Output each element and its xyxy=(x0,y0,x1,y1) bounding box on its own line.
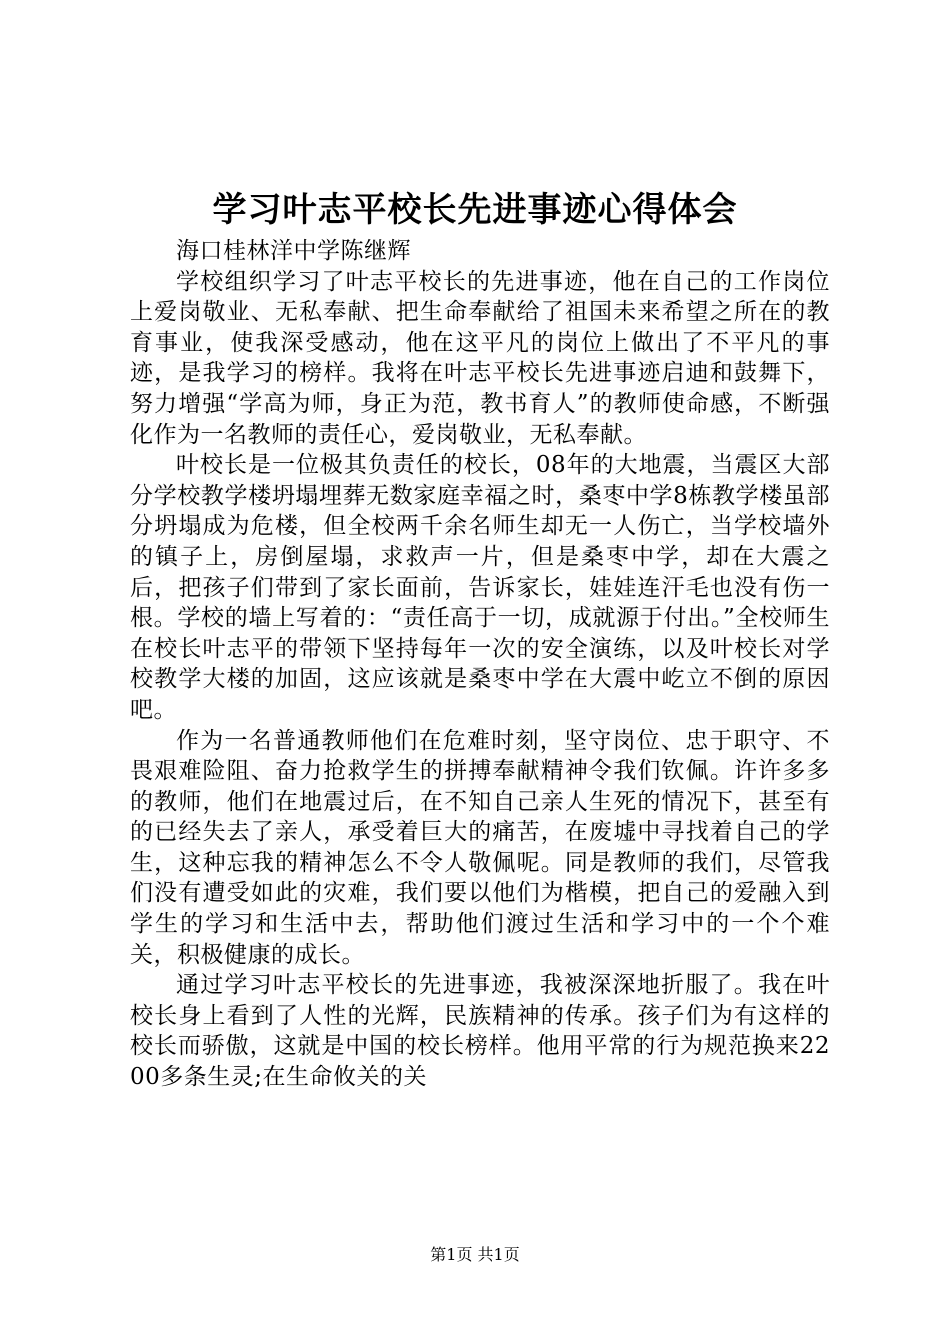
paragraph-2: 叶校长是一位极其负责任的校长，08年的大地震，当震区大部分学校教学楼坍塌埋葬无数家庭幸福之时，桑枣中学8栋教学楼虽部分坍塌成为危楼，但全校两千余名师生却无一人伤亡，当学校墙外的镇子上，房倒屋塌，求救声一片，但是桑枣中学，却在大震之后，把孩子们带到了家长面前，告诉家长，娃娃连汗毛也没有伤一根。学校的墙上写着的：“责任高于一切，成就源于付出。”全校师生在校长叶志平的带领下坚持每年一次的安全演练，以及叶校长对学校教学大楼的加固，这应该就是桑枣中学在大震中屹立不倒的原因吧。 xyxy=(130,452,830,723)
paragraph-4: 通过学习叶志平校长的先进事迹，我被深深地折服了。我在叶校长身上看到了人性的光辉，民族精神的传承。孩子们为有这样的校长而骄傲，这就是中国的校长榜样。他用平常的行为规范换来2200多条生灵;在生命攸关的关 xyxy=(130,972,830,1091)
author-line: 海口桂林洋中学陈继辉 xyxy=(176,238,411,264)
page-footer: 第1页 共1页 xyxy=(430,1245,520,1264)
paragraph-1: 学校组织学习了叶志平校长的先进事迹，他在自己的工作岗位上爱岗敬业、无私奉献、把生命奉献给了祖国未来希望之所在的教育事业，使我深受感动，他在这平凡的岗位上做出了不平凡的事迹，是我学习的榜样。我将在叶志平校长先进事迹启迪和鼓舞下，努力增强“学高为师，身正为范，教书育人”的教师使命感，不断强化作为一名教师的责任心，爱岗敬业，无私奉献。 xyxy=(130,268,830,448)
paragraph-3: 作为一名普通教师他们在危难时刻，坚守岗位、忠于职守、不畏艰难险阻、奋力抢救学生的拼搏奉献精神令我们钦佩。许许多多的教师，他们在地震过后，在不知自己亲人生死的情况下，甚至有的已经失去了亲人，承受着巨大的痛苦，在废墟中寻找着自己的学生，这种忘我的精神怎么不令人敬佩呢。同是教师的我们，尽管我们没有遭受如此的灾难，我们要以他们为楷模，把自己的爱融入到学生的学习和生活中去，帮助他们渡过生活和学习中的一个个难关，积极健康的成长。 xyxy=(130,727,830,968)
document-title: 学习叶志平校长先进事迹心得体会 xyxy=(212,190,738,230)
document-body xyxy=(130,236,830,1093)
